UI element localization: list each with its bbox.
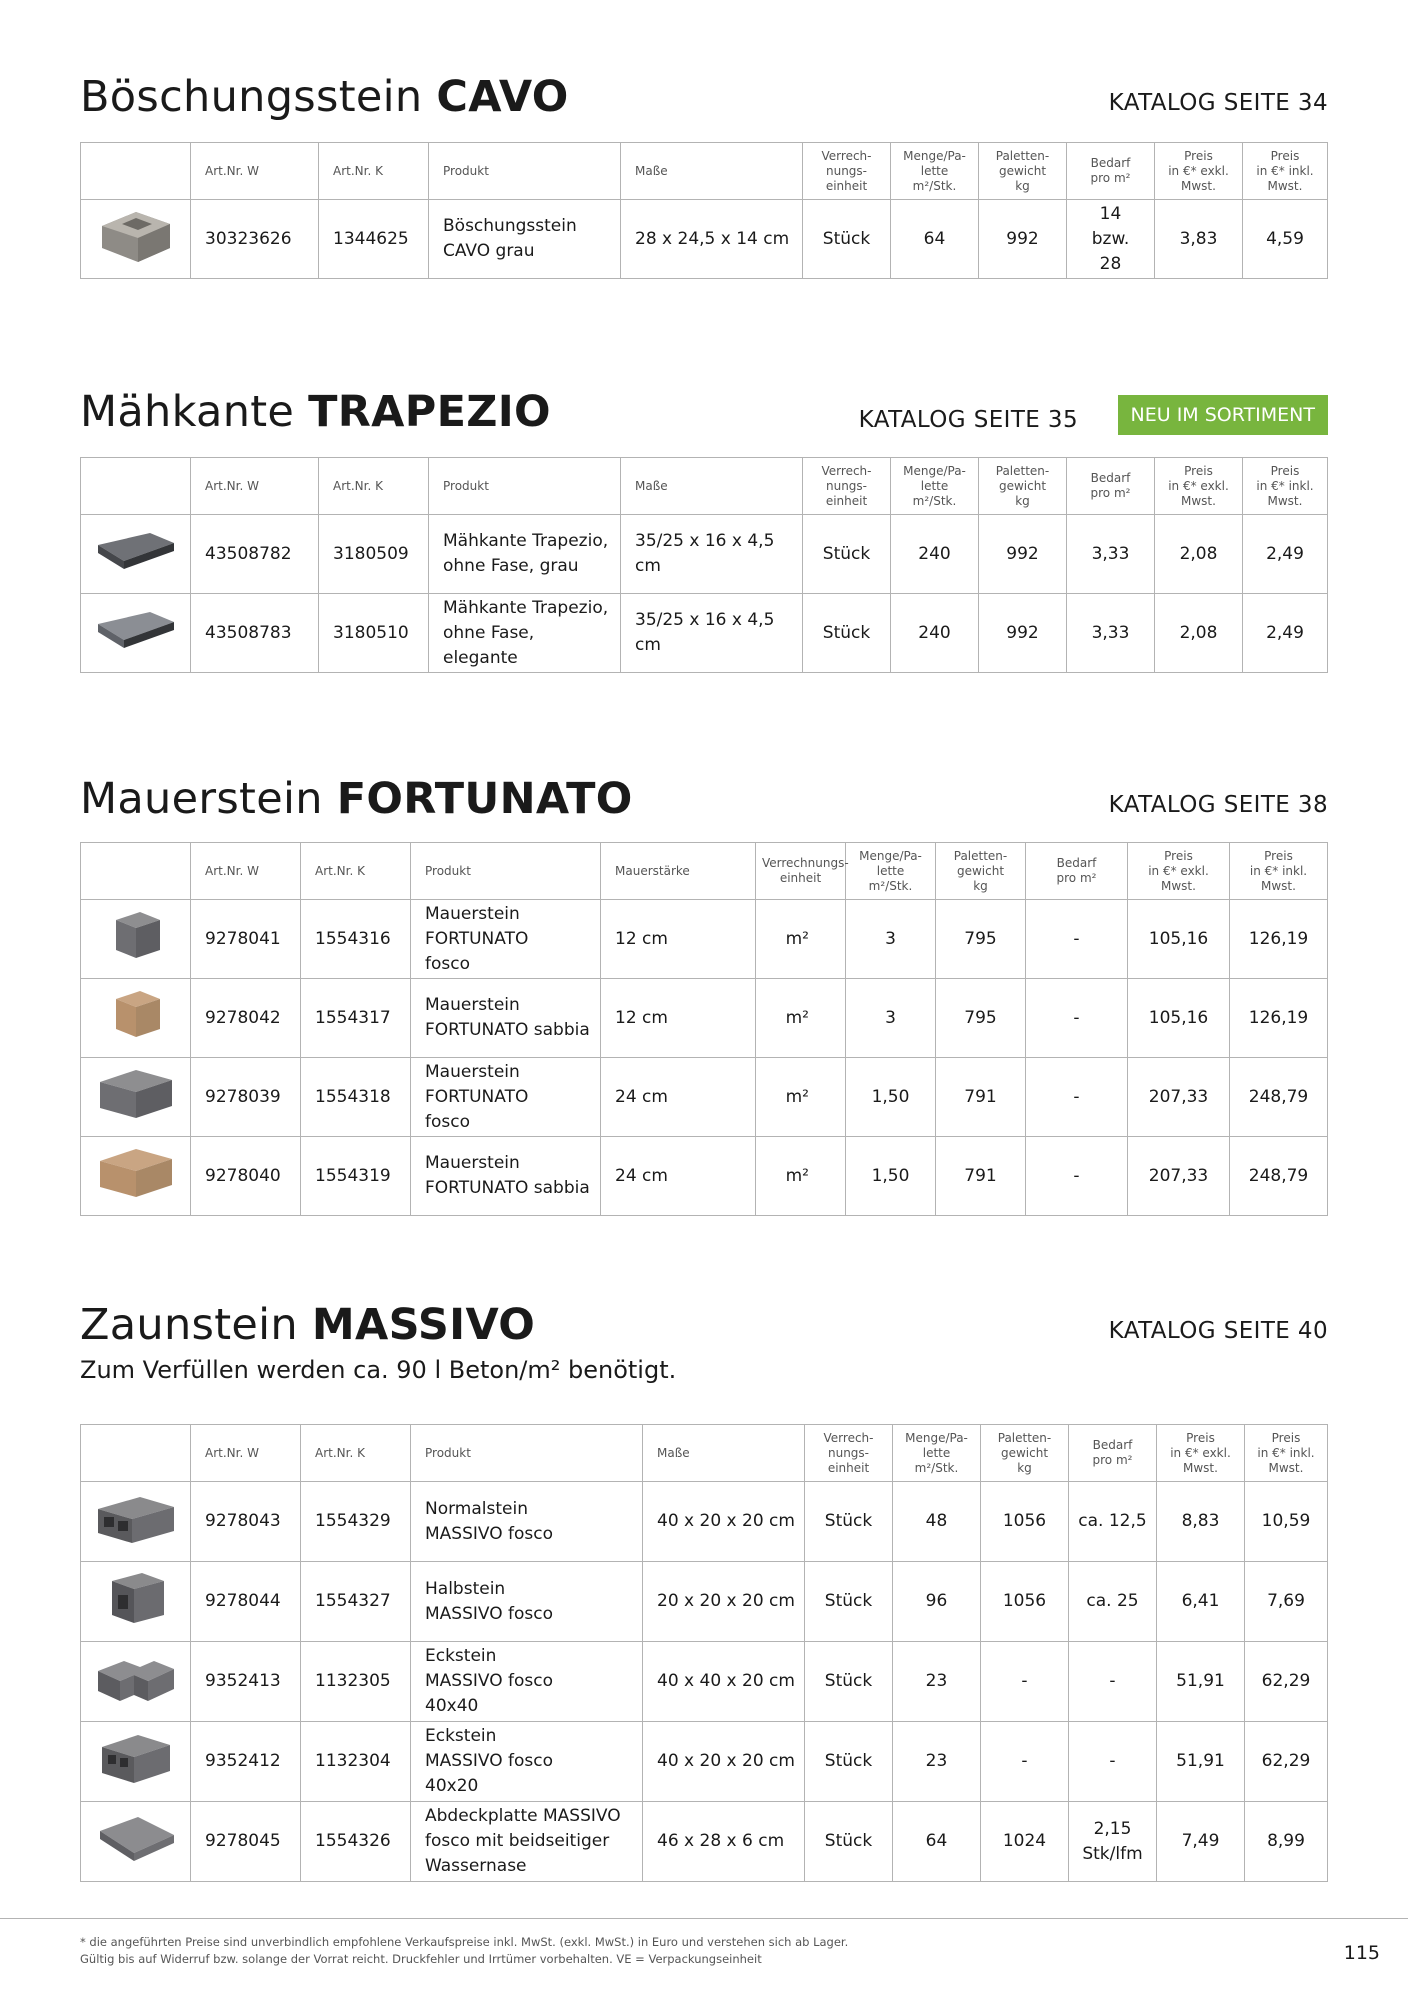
cell-menge: 240 [891,594,979,673]
cell-produkt: Mähkante Trapezio, ohne Fase, elegante [429,594,621,673]
cell-bedarf: ca. 25 [1069,1562,1157,1642]
column-header-verrechnung: Verrech- nungs- einheit [803,458,891,515]
cell-exkl: 105,16 [1128,900,1230,979]
table-header-row [81,1425,1328,1482]
product-image-cell [81,1482,191,1562]
cell-exkl: 51,91 [1157,1642,1245,1722]
table-row [81,900,1328,979]
cell-produkt: Mauerstein FORTUNATO sabbia [411,979,601,1058]
cell-produkt: Böschungsstein CAVO grau [429,200,621,279]
product-image-cell [81,1058,191,1137]
cell-produkt: Mauerstein FORTUNATO sabbia [411,1137,601,1216]
massivo-eckstein-20-image [85,1727,186,1797]
cell-exkl: 51,91 [1157,1722,1245,1802]
cell-menge: 1,50 [846,1137,936,1216]
column-header-art-k: Art.Nr. K [319,458,429,515]
column-header-art-k: Art.Nr. K [301,1425,411,1482]
column-header-bedarf: Bedarf pro m² [1069,1425,1157,1482]
cell-inkl: 62,29 [1245,1642,1328,1722]
product-image-cell [81,979,191,1058]
cell-art-k: 1554318 [301,1058,411,1137]
cell-einheit: Stück [805,1642,893,1722]
katalog-reference: KATALOG SEITE 40 [1108,1318,1328,1344]
column-header-menge: Menge/Pa- lette m²/Stk. [846,843,936,900]
cell-art-k: 1554327 [301,1562,411,1642]
product-image-cell [81,1137,191,1216]
product-table [80,842,1328,1216]
column-header-bedarf: Bedarf pro m² [1067,458,1155,515]
column-header-menge: Menge/Pa- lette m²/Stk. [891,458,979,515]
column-header-produkt: Produkt [429,458,621,515]
cell-einheit: Stück [803,594,891,673]
cell-menge: 3 [846,900,936,979]
cell-bedarf: 3,33 [1067,594,1155,673]
fortunato-sabbia-large-image [85,1141,186,1211]
cell-bedarf: 2,15 Stk/lfm [1069,1802,1157,1882]
column-header-preis-exkl: Preis in €* exkl. Mwst. [1155,458,1243,515]
cell-masse: 40 x 20 x 20 cm [643,1482,805,1562]
page-number: 115 [1343,1942,1380,1964]
cell-inkl: 126,19 [1230,900,1328,979]
fortunato-fosco-small-image [85,904,186,974]
cell-masse: 40 x 20 x 20 cm [643,1722,805,1802]
cell-bedarf: - [1026,979,1128,1058]
cell-art-k: 1554319 [301,1137,411,1216]
cell-gewicht: 1056 [981,1562,1069,1642]
cell-art-w: 9278042 [191,979,301,1058]
cell-einheit: Stück [803,515,891,594]
cell-exkl: 6,41 [1157,1562,1245,1642]
cell-art-w: 30323626 [191,200,319,279]
cell-gewicht: 795 [936,979,1026,1058]
product-image-cell [81,594,191,673]
column-header-verrechnung: Verrech- nungs- einheit [805,1425,893,1482]
cell-menge: 240 [891,515,979,594]
cell-produkt: Normalstein MASSIVO fosco [411,1482,643,1562]
cell-art-k: 1344625 [319,200,429,279]
table-row [81,1722,1328,1802]
cell-produkt: Mähkante Trapezio, ohne Fase, grau [429,515,621,594]
cell-produkt: Eckstein MASSIVO fosco 40x20 [411,1722,643,1802]
product-table [80,457,1328,673]
cell-art-k: 1554329 [301,1482,411,1562]
cell-exkl: 8,83 [1157,1482,1245,1562]
cell-masse: 28 x 24,5 x 14 cm [621,200,803,279]
footnote: * die angeführten Preise sind unverbindlich empfohlene Verkaufspreise inkl. MwSt. (exkl. MwSt.) in Euro und verstehen sich ab Lager. Gültig bis auf Widerruf bzw. solange der Vorrat reicht. Druckfehler und Irrtümer vorbehalten. VE = Verpackungseinheit [80,1935,849,1966]
cell-exkl: 7,49 [1157,1802,1245,1882]
cell-art-w: 9278043 [191,1482,301,1562]
table-row [81,979,1328,1058]
column-header-art-k: Art.Nr. K [319,143,429,200]
cell-inkl: 248,79 [1230,1137,1328,1216]
column-header-masse: Maße [621,143,803,200]
cell-art-w: 43508782 [191,515,319,594]
cell-inkl: 8,99 [1245,1802,1328,1882]
cell-art-w: 9278045 [191,1802,301,1882]
cell-exkl: 207,33 [1128,1137,1230,1216]
column-header-preis-inkl: Preis in €* inkl. Mwst. [1243,458,1328,515]
cell-art-w: 43508783 [191,594,319,673]
product-table [80,1424,1328,1882]
cell-art-k: 3180510 [319,594,429,673]
cell-menge: 23 [893,1722,981,1802]
cell-art-w: 9352413 [191,1642,301,1722]
cell-gewicht: - [981,1722,1069,1802]
cavo-grau-stone-image [85,204,186,274]
cell-bedarf: - [1026,1058,1128,1137]
cell-art-w: 9278041 [191,900,301,979]
cell-menge: 96 [893,1562,981,1642]
cell-bedarf: - [1026,1137,1128,1216]
cell-gewicht: - [981,1642,1069,1722]
footer-divider [0,1918,1408,1919]
section-title: Böschungsstein CAVO [80,72,569,122]
cell-art-w: 9278039 [191,1058,301,1137]
cell-masse: 24 cm [601,1137,756,1216]
cell-gewicht: 791 [936,1137,1026,1216]
section-title: Zaunstein MASSIVO [80,1300,536,1350]
product-image-cell [81,1562,191,1642]
column-header-image [81,1425,191,1482]
cell-inkl: 2,49 [1243,515,1328,594]
cell-gewicht: 795 [936,900,1026,979]
column-header-art-w: Art.Nr. W [191,843,301,900]
massivo-normalstein-image [85,1487,186,1557]
trapezio-grau-edging-image [85,519,186,589]
cell-inkl: 4,59 [1243,200,1328,279]
cell-bedarf: - [1026,900,1128,979]
cell-menge: 64 [891,200,979,279]
cell-produkt: Eckstein MASSIVO fosco 40x40 [411,1642,643,1722]
cell-exkl: 3,83 [1155,200,1243,279]
column-header-art-w: Art.Nr. W [191,143,319,200]
column-header-menge: Menge/Pa- lette m²/Stk. [891,143,979,200]
cell-bedarf: 3,33 [1067,515,1155,594]
cell-einheit: Stück [805,1722,893,1802]
column-header-masse: Maße [621,458,803,515]
cell-einheit: m² [756,900,846,979]
cell-menge: 64 [893,1802,981,1882]
cell-masse: 35/25 x 16 x 4,5 cm [621,594,803,673]
cell-bedarf: - [1069,1642,1157,1722]
massivo-eckstein-40-image [85,1647,186,1717]
cell-masse: 46 x 28 x 6 cm [643,1802,805,1882]
cell-einheit: Stück [805,1562,893,1642]
cell-produkt: Mauerstein FORTUNATO fosco [411,1058,601,1137]
table-header-row [81,458,1328,515]
cell-menge: 48 [893,1482,981,1562]
cell-masse: 40 x 40 x 20 cm [643,1642,805,1722]
table-row [81,1482,1328,1562]
table-row [81,1562,1328,1642]
column-header-gewicht: Paletten- gewicht kg [936,843,1026,900]
product-image-cell [81,1642,191,1722]
column-header-preis-exkl: Preis in €* exkl. Mwst. [1157,1425,1245,1482]
cell-einheit: Stück [805,1802,893,1882]
table-row [81,1802,1328,1882]
section-subtitle: Zum Verfüllen werden ca. 90 l Beton/m² benötigt. [80,1356,677,1384]
column-header-gewicht: Paletten- gewicht kg [979,458,1067,515]
table-header-row [81,143,1328,200]
fortunato-sabbia-small-image [85,983,186,1053]
column-header-image [81,843,191,900]
table-row [81,594,1328,673]
katalog-reference: KATALOG SEITE 34 [1108,90,1328,116]
column-header-image [81,458,191,515]
cell-exkl: 2,08 [1155,594,1243,673]
column-header-art-w: Art.Nr. W [191,458,319,515]
katalog-reference: KATALOG SEITE 38 [1108,792,1328,818]
cell-art-k: 1132305 [301,1642,411,1722]
cell-gewicht: 992 [979,515,1067,594]
cell-art-k: 1554316 [301,900,411,979]
trapezio-elegante-edging-image [85,598,186,668]
column-header-art-w: Art.Nr. W [191,1425,301,1482]
table-row [81,1137,1328,1216]
product-image-cell [81,200,191,279]
cell-bedarf: - [1069,1722,1157,1802]
table-row [81,1642,1328,1722]
cell-inkl: 10,59 [1245,1482,1328,1562]
column-header-bedarf: Bedarf pro m² [1067,143,1155,200]
product-image-cell [81,900,191,979]
column-header-gewicht: Paletten- gewicht kg [979,143,1067,200]
cell-inkl: 7,69 [1245,1562,1328,1642]
cell-einheit: m² [756,1058,846,1137]
column-header-preis-inkl: Preis in €* inkl. Mwst. [1245,1425,1328,1482]
column-header-gewicht: Paletten- gewicht kg [981,1425,1069,1482]
cell-einheit: Stück [803,200,891,279]
table-row [81,200,1328,279]
cell-menge: 3 [846,979,936,1058]
cell-masse: 24 cm [601,1058,756,1137]
new-badge: NEU IM SORTIMENT [1118,395,1328,435]
cell-exkl: 105,16 [1128,979,1230,1058]
cell-art-k: 3180509 [319,515,429,594]
cell-art-k: 1132304 [301,1722,411,1802]
section-title: Mähkante TRAPEZIO [80,387,551,437]
katalog-reference: KATALOG SEITE 35 [858,407,1078,433]
column-header-menge: Menge/Pa- lette m²/Stk. [893,1425,981,1482]
cell-gewicht: 1056 [981,1482,1069,1562]
cell-masse: 12 cm [601,979,756,1058]
cell-menge: 23 [893,1642,981,1722]
cell-produkt: Mauerstein FORTUNATO fosco [411,900,601,979]
cell-art-k: 1554326 [301,1802,411,1882]
massivo-abdeckplatte-image [85,1807,186,1877]
column-header-preis-exkl: Preis in €* exkl. Mwst. [1128,843,1230,900]
column-header-masse: Mauerstärke [601,843,756,900]
cell-inkl: 126,19 [1230,979,1328,1058]
cell-einheit: Stück [805,1482,893,1562]
massivo-halbstein-image [85,1567,186,1637]
cell-gewicht: 992 [979,594,1067,673]
column-header-image [81,143,191,200]
cell-einheit: m² [756,1137,846,1216]
column-header-produkt: Produkt [429,143,621,200]
cell-art-w: 9352412 [191,1722,301,1802]
cell-bedarf: ca. 12,5 [1069,1482,1157,1562]
cell-exkl: 207,33 [1128,1058,1230,1137]
column-header-preis-inkl: Preis in €* inkl. Mwst. [1243,143,1328,200]
fortunato-fosco-large-image [85,1062,186,1132]
product-image-cell [81,515,191,594]
cell-bedarf: 14 bzw. 28 [1067,200,1155,279]
cell-gewicht: 1024 [981,1802,1069,1882]
column-header-preis-inkl: Preis in €* inkl. Mwst. [1230,843,1328,900]
cell-masse: 35/25 x 16 x 4,5 cm [621,515,803,594]
cell-art-w: 9278044 [191,1562,301,1642]
cell-gewicht: 992 [979,200,1067,279]
cell-menge: 1,50 [846,1058,936,1137]
cell-exkl: 2,08 [1155,515,1243,594]
column-header-art-k: Art.Nr. K [301,843,411,900]
table-row [81,1058,1328,1137]
cell-inkl: 2,49 [1243,594,1328,673]
column-header-masse: Maße [643,1425,805,1482]
cell-masse: 12 cm [601,900,756,979]
table-row [81,515,1328,594]
column-header-produkt: Produkt [411,1425,643,1482]
product-image-cell [81,1722,191,1802]
cell-inkl: 62,29 [1245,1722,1328,1802]
column-header-verrechnung: Verrechnungs- einheit [756,843,846,900]
product-table [80,142,1328,279]
cell-produkt: Halbstein MASSIVO fosco [411,1562,643,1642]
column-header-verrechnung: Verrech- nungs- einheit [803,143,891,200]
cell-masse: 20 x 20 x 20 cm [643,1562,805,1642]
column-header-bedarf: Bedarf pro m² [1026,843,1128,900]
column-header-preis-exkl: Preis in €* exkl. Mwst. [1155,143,1243,200]
cell-produkt: Abdeckplatte MASSIVO fosco mit beidseitiger Wassernase [411,1802,643,1882]
cell-art-k: 1554317 [301,979,411,1058]
product-image-cell [81,1802,191,1882]
cell-einheit: m² [756,979,846,1058]
cell-inkl: 248,79 [1230,1058,1328,1137]
table-header-row [81,843,1328,900]
cell-art-w: 9278040 [191,1137,301,1216]
column-header-produkt: Produkt [411,843,601,900]
cell-gewicht: 791 [936,1058,1026,1137]
section-title: Mauerstein FORTUNATO [80,774,633,824]
